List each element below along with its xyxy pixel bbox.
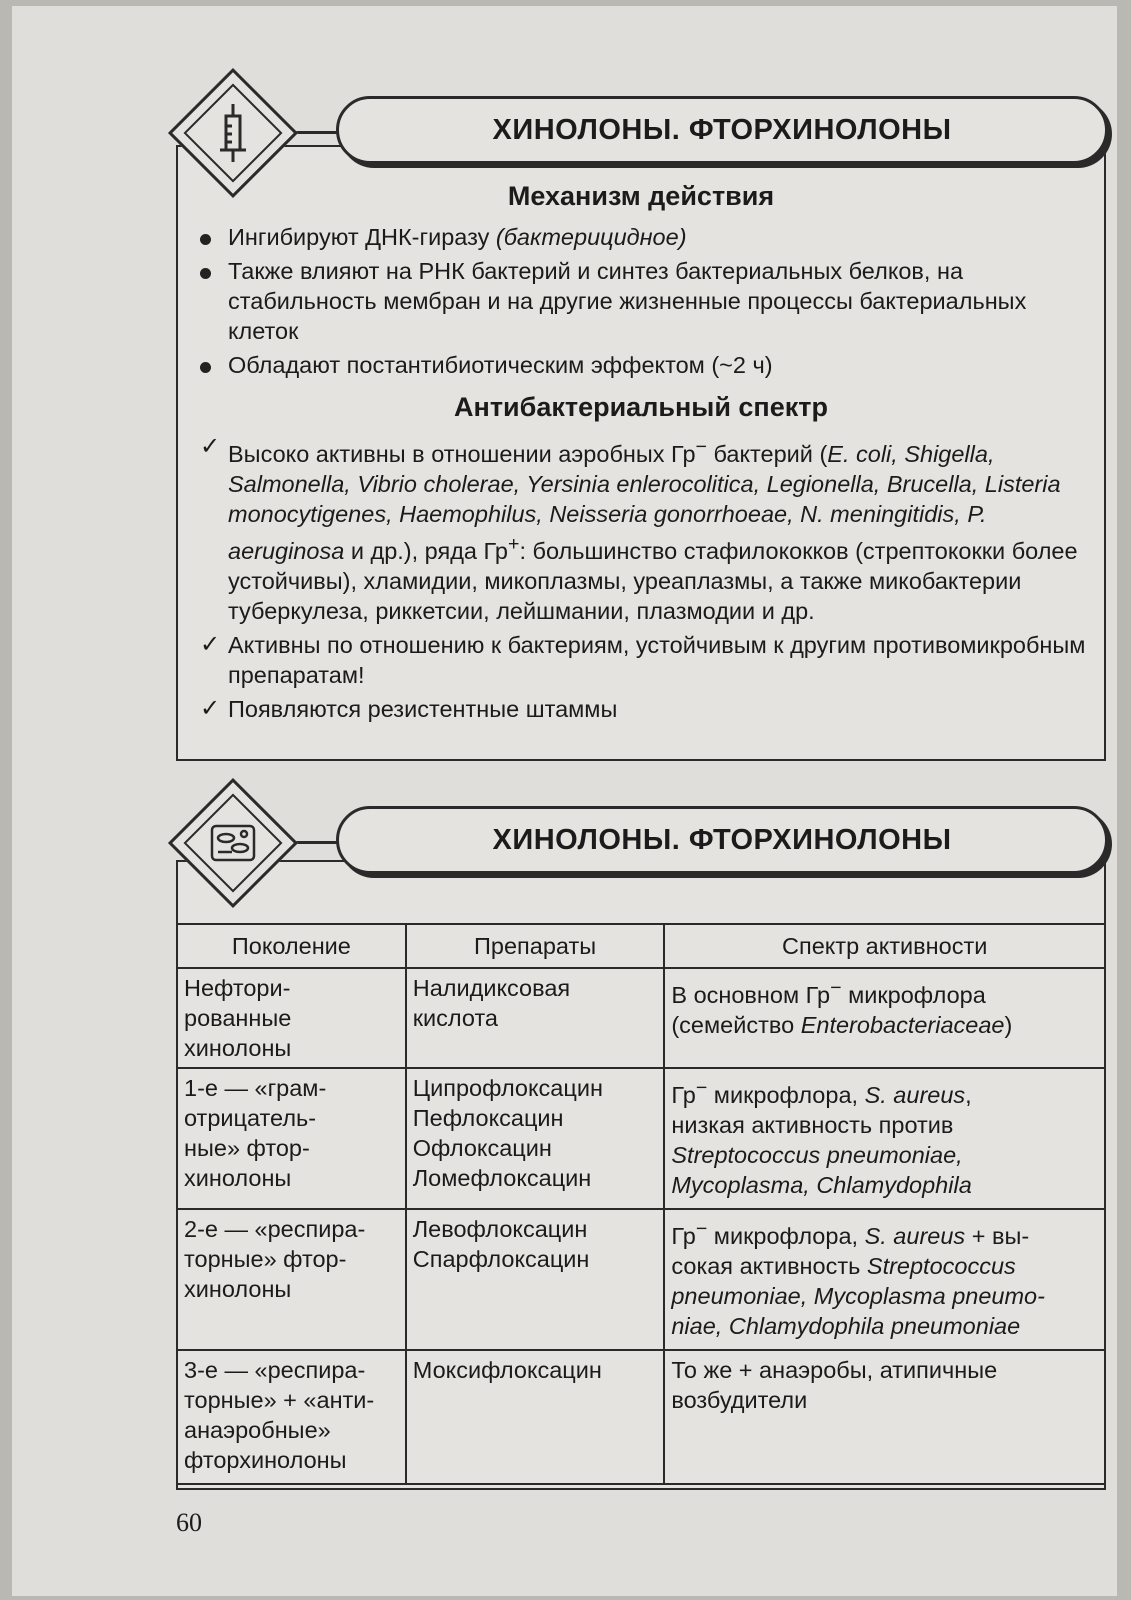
generations-table [176,923,1106,1485]
spectrum-cell: В основном Гр− микрофлора (семейство Enterobacteriaceae) [664,968,1105,1068]
page-number: 60 [176,1508,202,1537]
spectrum-cell: Гр− микрофлора, S. aureus + вы- сокая активность Streptococcus pneumoniae, Mycoplasma pneumo- niae, Chlamydophila pneumoniae [664,1209,1105,1350]
generation-cell: 3-е — «респира- торные» + «анти- анаэробные» фторхинолоны [177,1350,406,1484]
drugs-cell: Ципрофлоксацин Пефлоксацин Офлоксацин Ломефлоксацин [406,1068,665,1209]
table-row [177,968,1105,1068]
generation-cell: Нефтори- рованные хинолоны [177,968,406,1068]
generation-cell: 2-е — «респира- торные» фтор- хинолоны [177,1209,406,1350]
spectrum-heading: Антибактериальный спектр [454,392,828,422]
drugs-cell: Левофлоксацин Спарфлоксацин [406,1209,665,1350]
checkmark-icon: ✓ [200,433,221,460]
syringe-icon [198,98,268,168]
checkmark-icon: ✓ [200,694,221,722]
spectrum-item: ✓ Активны по отношению к бактериям, устойчивым к другим противомикробным препаратам! [200,630,1086,688]
section2-title: ХИНОЛОНЫ. ФТОРХИНОЛОНЫ [336,806,1108,874]
drugs-icon [198,808,268,878]
bullet-icon [200,362,211,373]
drugs-cell: Моксифлоксацин [406,1350,665,1484]
mechanism-item: Также влияют на РНК бактерий и синтез бактериальных белков, на стабильность мембран и на другие жизненные процессы бактериальных клеток [200,256,1100,346]
checkmark-icon: ✓ [200,630,221,658]
drugs-cell: Налидиксовая кислота [406,968,665,1068]
title-connector [296,131,338,134]
spectrum-cell: То же + анаэробы, атипичные возбудители [664,1350,1105,1484]
mechanism-item: Обладают постантибиотическим эффектом (~2 ч) [200,350,1100,380]
bullet-icon [200,234,211,245]
table-row [177,1350,1105,1484]
mechanism-heading: Механизм действия [507,181,775,211]
spectrum-list [200,432,1100,728]
table-row [177,1209,1105,1350]
mechanism-item: Ингибируют ДНК-гиразу (бактерицидное) [200,222,1100,252]
table-row [177,1068,1105,1209]
spectrum-item: ✓ Высоко активны в отношении аэробных Гр− бактерий (E. coli, Shigella, Salmonella, Vibrio cholerae, Yersinia enlerocolitica, Legionella, Brucella, Listeria monocytigenes, Haemophilus, Neisseria gonorrhoeae, N. meningitidis, P. aeruginosa и др.), ряда Гр+: большинство стафилококков (стрептококки более устойчивы), хламидии, микоплазмы, уреаплазмы, а также микобактерии туберкулеза, риккетсии, лейшмании, плазмодии и др. [200,433,1078,624]
mechanism-list [200,222,1100,384]
generation-cell: 1-е — «грам- отрицатель- ные» фтор- хинолоны [177,1068,406,1209]
table-header-row [177,924,1105,968]
spectrum-cell: Гр− микрофлора, S. aureus, низкая активность против Streptococcus pneumoniae, Mycoplasma, Chlamydophila [664,1068,1105,1209]
spectrum-item: ✓ Появляются резистентные штаммы [200,694,618,722]
title-connector [296,841,338,844]
bullet-icon [200,268,211,279]
section1-title: ХИНОЛОНЫ. ФТОРХИНОЛОНЫ [336,96,1108,164]
header-spectrum: Спектр активности [664,924,1105,968]
header-drugs: Препараты [406,924,665,968]
header-generation: Поколение [177,924,406,968]
